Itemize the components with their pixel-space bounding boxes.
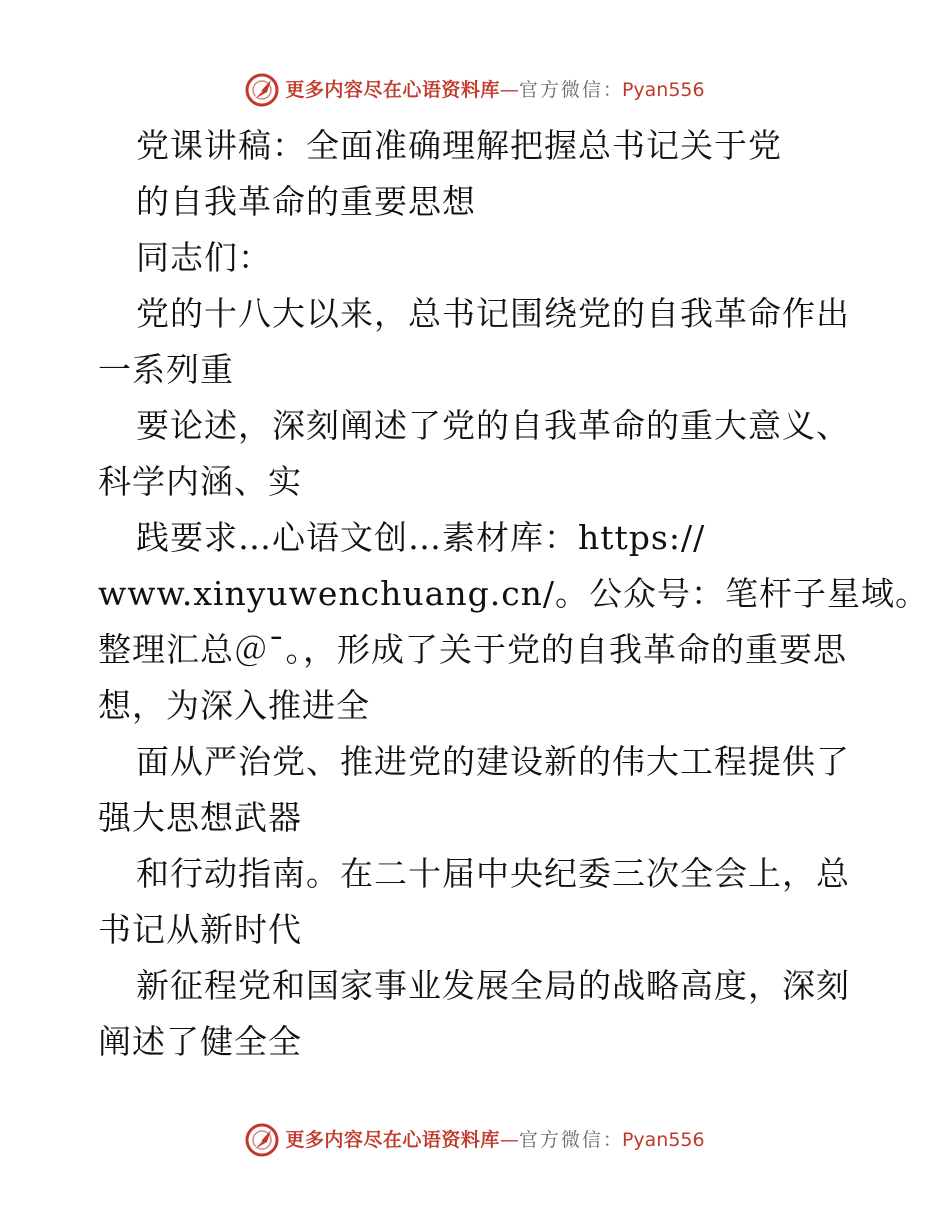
doc-line: 践要求…心语文创…素材库：https://	[136, 518, 706, 557]
doc-line: 想，为深入推进全	[98, 686, 370, 725]
watermark-colon: ：	[602, 78, 622, 101]
doc-line: www.xinyuwenchuang.cn/。公众号：笔杆子星域。	[98, 574, 930, 613]
doc-line: 书记从新时代	[98, 910, 302, 949]
quill-logo-icon	[245, 73, 279, 107]
watermark-wechat-id: Pyan556	[621, 1128, 705, 1151]
watermark-label: 官方微信	[518, 1128, 603, 1151]
doc-line: 科学内涵、实	[98, 462, 302, 501]
doc-line: 的自我革命的重要思想	[136, 182, 476, 221]
document-body	[98, 118, 930, 1070]
doc-line: 整理汇总＠¯。，形成了关于党的自我革命的重要思	[98, 630, 847, 669]
quill-logo-icon	[245, 1123, 279, 1157]
doc-line: 阐述了健全全	[98, 1022, 302, 1061]
doc-line: 和行动指南。在二十届中央纪委三次全会上，总	[136, 854, 850, 893]
watermark-dash: —	[499, 1128, 519, 1151]
doc-line: 新征程党和国家事业发展全局的战略高度，深刻	[136, 966, 850, 1005]
watermark-main-text: 更多内容尽在心语资料库	[285, 1128, 500, 1151]
doc-line: 党课讲稿：全面准确理解把握总书记关于党	[136, 126, 782, 165]
doc-line: 党的十八大以来，总书记围绕党的自我革命作出	[136, 294, 850, 333]
doc-line: 强大思想武器	[98, 798, 302, 837]
watermark-label: 官方微信	[518, 78, 603, 101]
doc-line: 一系列重	[98, 350, 234, 389]
watermark-dash: —	[499, 78, 519, 101]
doc-line: 要论述，深刻阐述了党的自我革命的重大意义、	[136, 406, 850, 445]
header-watermark	[0, 70, 950, 110]
watermark-main-text: 更多内容尽在心语资料库	[285, 78, 500, 101]
footer-watermark	[0, 1120, 950, 1160]
doc-line: 面从严治党、推进党的建设新的伟大工程提供了	[136, 742, 850, 781]
doc-line: 同志们：	[136, 238, 272, 277]
watermark-wechat-id: Pyan556	[621, 78, 705, 101]
watermark-colon: ：	[602, 1128, 622, 1151]
